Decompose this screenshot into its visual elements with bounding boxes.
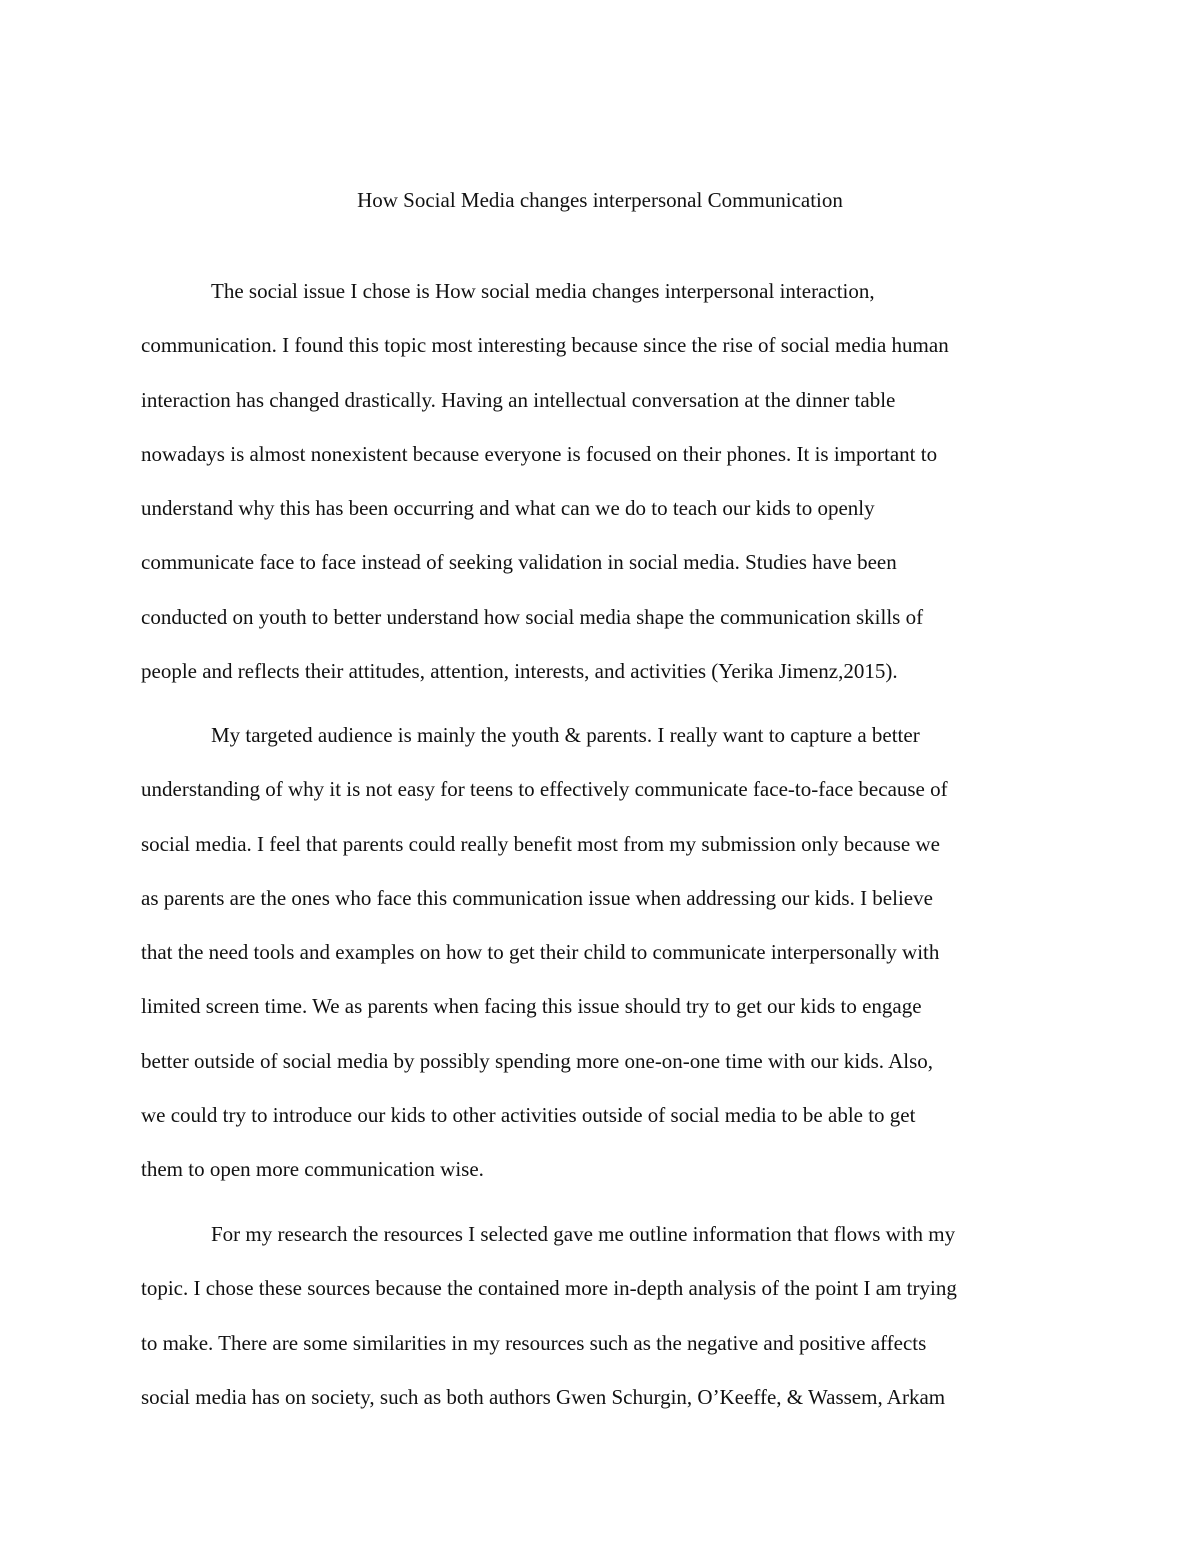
document-title: How Social Media changes interpersonal Communication: [357, 188, 843, 212]
paragraph-line: For my research the resources I selected gave me outline information that flows with my: [211, 1222, 956, 1246]
paragraph-3: [141, 1219, 1071, 1436]
paragraph-line: people and reflects their attitudes, attention, interests, and activities (Yerika Jimenz,2015).: [141, 659, 898, 684]
paragraph-line: we could try to introduce our kids to other activities outside of social media to be able to get: [141, 1103, 916, 1128]
paragraph-line: interaction has changed drastically. Having an intellectual conversation at the dinner table: [141, 387, 896, 412]
paragraph-line: social media has on society, such as both authors Gwen Schurgin, O’Keeffe, & Wassem, Arkam: [141, 1384, 946, 1409]
paragraph-line: as parents are the ones who face this communication issue when addressing our kids. I believe: [141, 885, 933, 910]
paragraph-line: understand why this has been occurring and what can we do to teach our kids to openly: [141, 496, 875, 521]
paragraph-line: conducted on youth to better understand how social media shape the communication skills of: [141, 604, 924, 629]
paragraph-line: My targeted audience is mainly the youth & parents. I really want to capture a better: [211, 723, 920, 747]
paragraph-2: [141, 720, 1071, 1209]
paragraph-line: The social issue I chose is How social media changes interpersonal interaction,: [211, 279, 875, 303]
paragraph-line: better outside of social media by possibly spending more one-on-one time with our kids. Also,: [141, 1048, 934, 1073]
paragraph-line: to make. There are some similarities in my resources such as the negative and positive affects: [141, 1330, 927, 1355]
paragraph-1: [141, 276, 1071, 710]
paragraph-line: topic. I chose these sources because the contained more in-depth analysis of the point I am trying: [141, 1276, 957, 1301]
paragraph-line: limited screen time. We as parents when facing this issue should try to get our kids to engage: [141, 994, 922, 1019]
paragraph-line: that the need tools and examples on how to get their child to communicate interpersonally with: [141, 940, 940, 965]
paragraph-line: nowadays is almost nonexistent because everyone is focused on their phones. It is important to: [141, 441, 938, 466]
paragraph-line: understanding of why it is not easy for teens to effectively communicate face-to-face because of: [141, 777, 948, 802]
paragraph-line: them to open more communication wise.: [141, 1157, 484, 1182]
paragraph-line: social media. I feel that parents could really benefit most from my submission only because we: [141, 831, 940, 856]
paragraph-line: communicate face to face instead of seeking validation in social media. Studies have been: [141, 550, 897, 575]
paragraph-line: communication. I found this topic most interesting because since the rise of social media human: [141, 333, 949, 358]
